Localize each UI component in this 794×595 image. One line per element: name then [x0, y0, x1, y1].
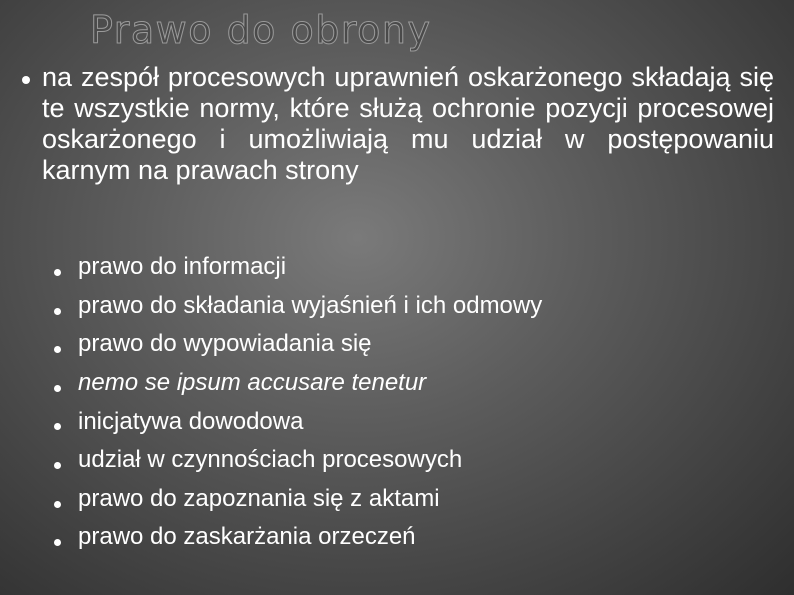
sub-bullet-item [54, 480, 754, 519]
bullet-icon [54, 462, 61, 469]
sub-bullet-text: udział w czynnościach procesowych [78, 446, 463, 474]
sub-bullet-item [54, 402, 754, 441]
sub-bullet-text: nemo se ipsum accusare tenetur [78, 369, 427, 397]
sub-bullet-item [54, 364, 754, 403]
sub-bullet-item [54, 441, 754, 480]
sub-bullet-text: prawo do zaskarżania orzeczeń [78, 523, 416, 551]
bullet-icon [22, 76, 30, 84]
bullet-icon [54, 269, 61, 276]
sub-bullet-item [54, 287, 754, 326]
sub-bullet-text: prawo do wypowiadania się [78, 330, 372, 358]
sub-bullet-text: prawo do informacji [78, 253, 287, 281]
bullet-icon [54, 423, 61, 430]
slide-title: Prawo do obrony [90, 8, 432, 52]
sub-bullet-text: inicjatywa dowodowa [78, 407, 304, 435]
sub-bullet-text: prawo do zapoznania się z aktami [78, 484, 440, 512]
bullet-icon [54, 346, 61, 353]
sub-bullet-item [54, 518, 754, 557]
sub-bullet-text: prawo do składania wyjaśnień i ich odmowy [78, 291, 543, 319]
bullet-icon [54, 539, 61, 546]
bullet-icon [54, 385, 61, 392]
sub-bullet-list [54, 248, 754, 557]
bullet-icon [54, 308, 61, 315]
bullet-icon [54, 501, 61, 508]
main-bullet-text: na zespół procesowych uprawnień oskarżonego składają się te wszystkie normy, które służą ochronie pozycji procesowej oskarżonego i umożliwiają mu udział w postępowaniu karnym na prawach strony [42, 62, 774, 185]
sub-bullet-item [54, 325, 754, 364]
main-bullet-item [22, 62, 774, 186]
sub-bullet-item [54, 248, 754, 287]
